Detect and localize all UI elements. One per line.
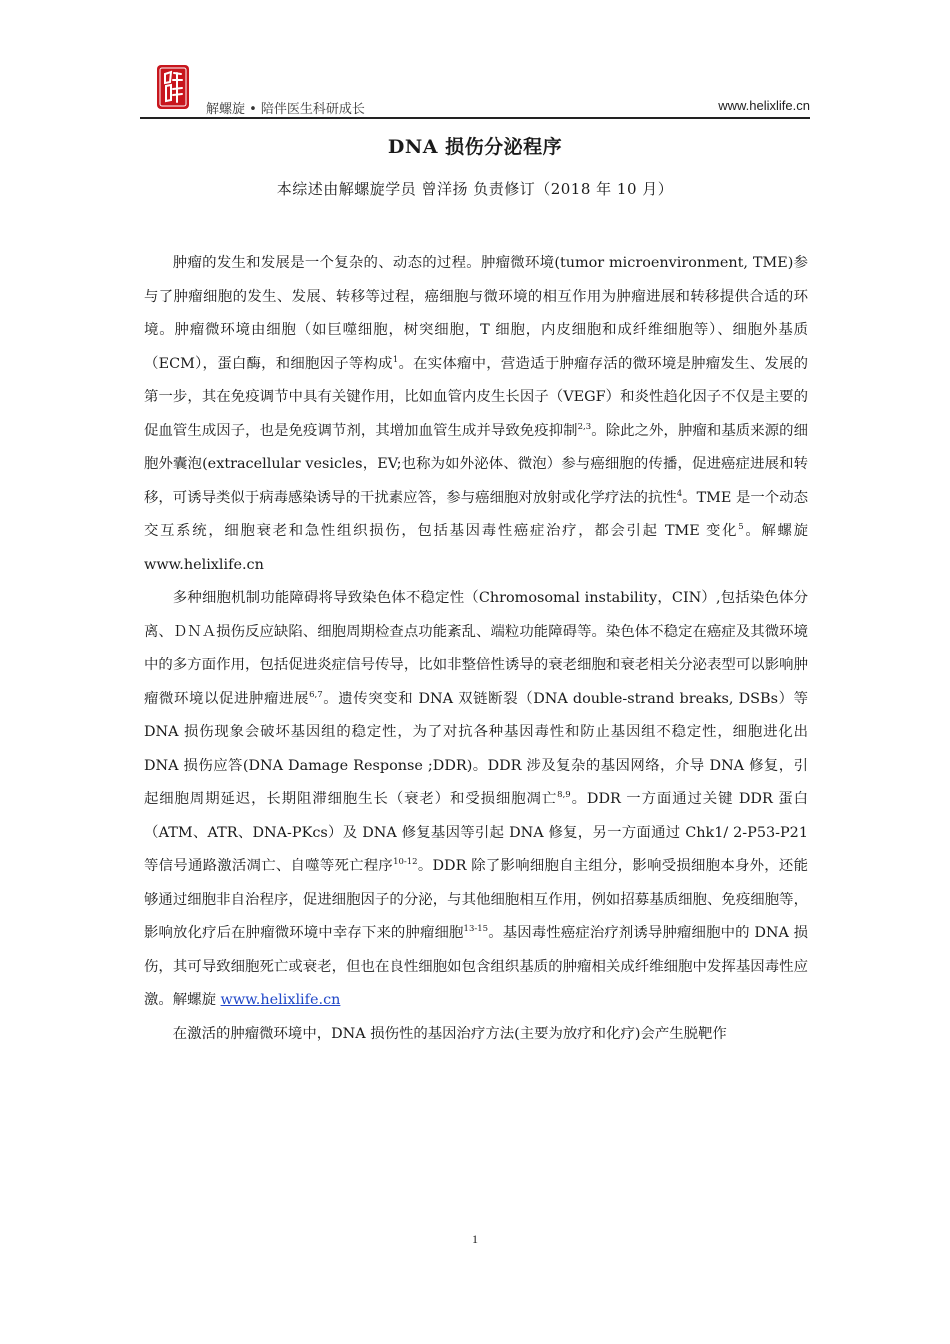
paragraph-text: 在激活的肿瘤微环境中，DNA 损伤性的基因治疗方法(主要为放疗和化疗)会产生脱靶作 [172, 1025, 727, 1042]
citation-superscript: 1 [392, 354, 399, 365]
citation-superscript: 2,3 [577, 421, 592, 432]
paragraph [144, 247, 808, 582]
paragraph [144, 582, 808, 1018]
paragraph-text: 。TME 是一个动态交互系统，细胞衰老和急性组织损伤，包括基因毒性癌症治疗，都会引起 TME 变化 [144, 489, 808, 539]
header-website[interactable]: www.helixlife.cn [718, 98, 810, 113]
document-body [144, 247, 808, 1051]
header-divider [140, 117, 810, 119]
page-number: 1 [472, 1232, 478, 1246]
citation-superscript: 10-12 [393, 857, 418, 867]
page-header [140, 60, 810, 118]
paragraph-text: 肿瘤的发生和发展是一个复杂的、动态的过程。肿瘤微环境(tumor microenvironment, TME)参与了肿瘤细胞的发生、发展、转移等过程，癌细胞与微环境的相互作用为肿瘤进展和转移提供合适的环境。肿瘤微环境由细胞（如巨噬细胞，树突细胞，T 细胞，内皮细胞和成纤维细胞等）、细胞外基质（ECM），蛋白酶，和细胞因子等构成 [144, 255, 808, 372]
paragraph-text: 。DDR 一方面通过关键 DDR 蛋白（ATM、ATR、DNA-PKcs）及 DNA 修复基因等引起 DNA 修复，另一方面通过 Chk1/ 2-P53-P21 等信号通路激活凋亡、自噬等死亡程序 [144, 791, 808, 874]
website-link[interactable]: www.helixlife.cn [220, 992, 341, 1008]
paragraph-text: 。基因毒性癌症治疗剂诱导肿瘤细胞中的 DNA 损伤，其可导致细胞死亡或衰老，但也在良性细胞如包含组织基质的肿瘤相关成纤维细胞中发挥基因毒性应激。解螺旋 [144, 925, 808, 1008]
citation-superscript: 13-15 [463, 924, 489, 934]
helix-logo-seal-icon [156, 64, 190, 110]
paragraph-text: 多种细胞机制功能障碍将导致染色体不稳定性（Chromosomal instability，CIN）,包括染色体分离、ＤＮＡ损伤反应缺陷、细胞周期检查点功能紊乱、端粒功能障碍等。染色体不稳定在癌症及其微环境中的多方面作用，包括促进炎症信号传导，比如非整倍性诱导的衰老细胞和衰老相关分泌表型可以影响肿瘤微环境以促进肿瘤进展 [144, 590, 808, 707]
document-title: DNA 损伤分泌程序 [387, 136, 563, 158]
paragraph-text: 。遗传突变和 DNA 双链断裂（DNA double-strand breaks, DSBs）等 DNA 损伤现象会破坏基因组的稳定性，为了对抗各种基因毒性和防止基因组不稳定性，细胞进化出 DNA 损伤应答(DNA Damage Response ;DDR)。DDR 涉及复杂的基因网络，介导 DNA 修复，引起细胞周期延迟，长期阻滞细胞生长（衰老）和受损细胞凋亡 [144, 690, 808, 807]
citation-superscript: 8,9 [557, 790, 571, 800]
paragraph [144, 1018, 808, 1052]
citation-superscript: 4 [676, 488, 683, 499]
citation-superscript: 5 [738, 522, 744, 532]
paragraph-text: 。DDR 除了影响细胞自主组分，影响受损细胞本身外，还能够通过细胞非自治程序，促进细胞因子的分泌，与其他细胞相互作用，例如招募基质细胞、免疫细胞等，影响放化疗后在肿瘤微环境中幸存下来的肿瘤细胞 [144, 858, 808, 941]
paragraph-text: 。除此之外，肿瘤和基质来源的细胞外囊泡(extracellular vesicles，EV;也称为如外泌体、微泡）参与癌细胞的传播，促进癌症进展和转移，可诱导类似于病毒感染诱导的干扰素应答，参与癌细胞对放射或化学疗法的抗性 [144, 422, 808, 506]
paragraph-text: 。在实体瘤中，营造适于肿瘤存活的微环境是肿瘤发生、发展的第一步，其在免疫调节中具有关键作用，比如血管内皮生长因子（VEGF）和炎性趋化因子不仅是主要的促血管生成因子，也是免疫调节剂，其增加血管生成并导致免疫抑制 [144, 355, 808, 439]
header-tagline: 解螺旋 • 陪伴医生科研成长 [206, 102, 365, 117]
citation-superscript: 6,7 [309, 689, 323, 700]
paragraph-text: 。解螺旋 www.helixlife.cn [144, 523, 808, 573]
document-subtitle: 本综述由解螺旋学员 曾洋扬 负责修订（2018 年 10 月） [276, 180, 674, 198]
